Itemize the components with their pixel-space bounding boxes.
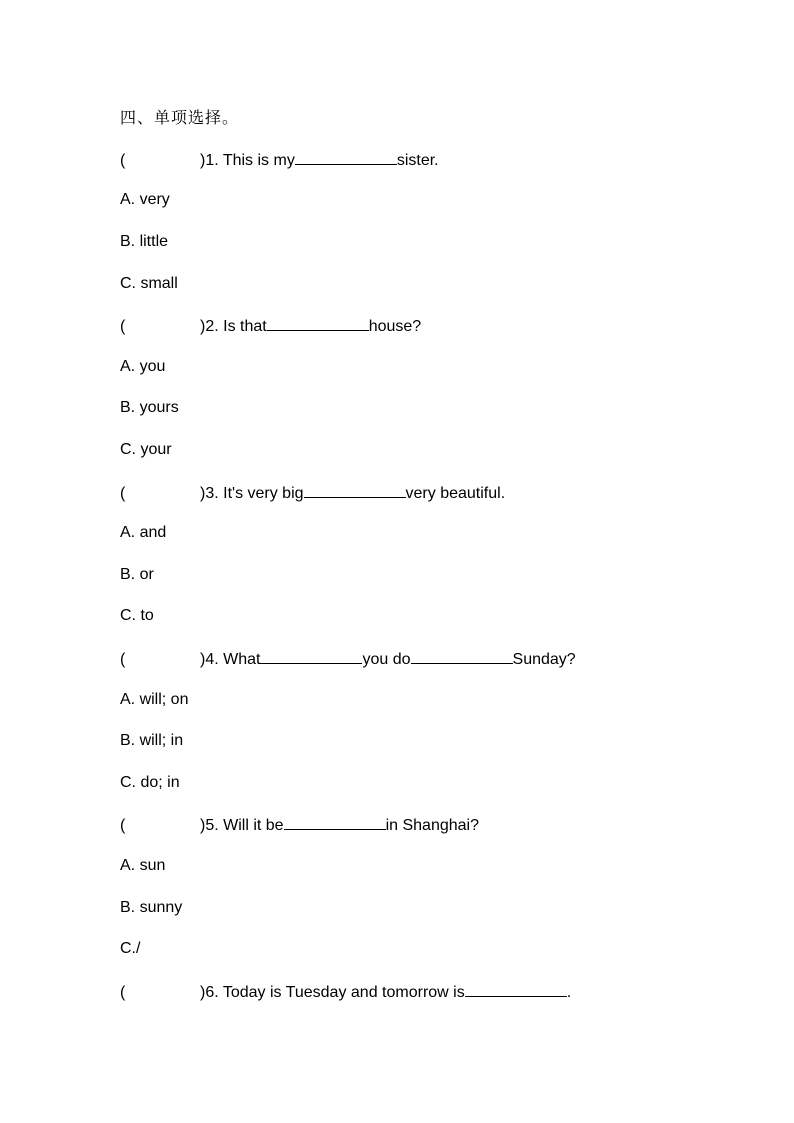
option-5b: B. sunny xyxy=(120,899,183,916)
question-2 xyxy=(120,314,421,336)
question-text: )3. It's very big xyxy=(200,485,304,502)
option-1a: A. very xyxy=(120,191,170,208)
question-text: )6. Today is Tuesday and tomorrow is xyxy=(200,984,465,1001)
question-text: )4. What xyxy=(200,651,261,668)
option-4a: A. will; on xyxy=(120,691,189,708)
question-4 xyxy=(120,647,576,669)
answer-paren: ( xyxy=(120,318,126,335)
option-4c: C. do; in xyxy=(120,774,180,791)
option-3b: B. or xyxy=(120,566,154,583)
answer-blank xyxy=(304,481,406,498)
question-5 xyxy=(120,813,479,835)
answer-blank xyxy=(267,314,369,331)
option-5c: C./ xyxy=(120,940,141,957)
answer-blank xyxy=(284,813,386,830)
answer-blank xyxy=(465,980,567,997)
question-text: sister. xyxy=(396,152,439,169)
answer-paren: ( xyxy=(120,651,126,668)
question-text: . xyxy=(566,984,572,1001)
question-text: very beautiful. xyxy=(405,485,506,502)
answer-paren: ( xyxy=(120,984,126,1001)
question-3 xyxy=(120,481,505,503)
question-text: in Shanghai? xyxy=(385,817,479,834)
option-2a: A. you xyxy=(120,358,166,375)
question-text: )2. Is that xyxy=(200,318,267,335)
answer-paren: ( xyxy=(120,485,126,502)
option-3a: A. and xyxy=(120,524,167,541)
question-text: Sunday? xyxy=(512,651,576,668)
option-4b: B. will; in xyxy=(120,732,184,749)
question-1 xyxy=(120,148,439,170)
question-text: )1. This is my xyxy=(200,152,295,169)
answer-paren: ( xyxy=(120,152,126,169)
answer-blank xyxy=(295,148,397,165)
option-2c: C. your xyxy=(120,441,172,458)
option-1c: C. small xyxy=(120,275,178,292)
question-6 xyxy=(120,980,571,1002)
answer-paren: ( xyxy=(120,817,126,834)
section-title: 四、单项选择。 xyxy=(120,108,240,127)
question-text: )5. Will it be xyxy=(200,817,284,834)
question-text: you do xyxy=(362,651,411,668)
question-text: house? xyxy=(368,318,422,335)
answer-blank xyxy=(260,647,362,664)
answer-blank xyxy=(411,647,513,664)
option-5a: A. sun xyxy=(120,857,166,874)
option-2b: B. yours xyxy=(120,399,179,416)
option-1b: B. little xyxy=(120,233,169,250)
option-3c: C. to xyxy=(120,607,154,624)
